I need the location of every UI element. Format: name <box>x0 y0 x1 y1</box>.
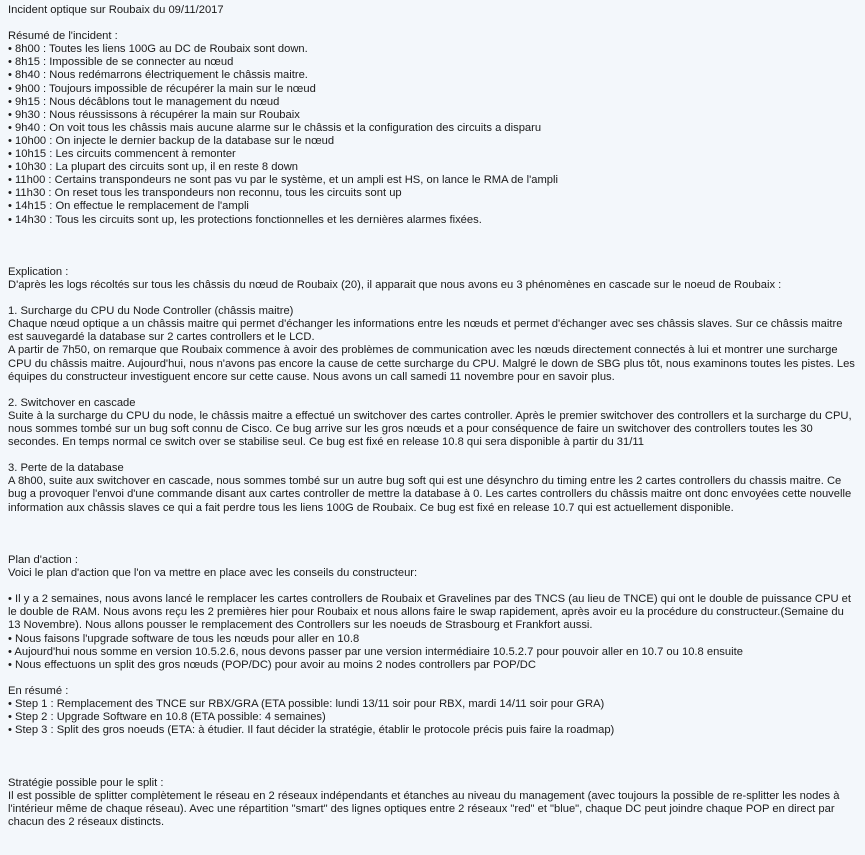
timeline-item: • 9h40 : On voit tous les châssis mais aucune alarme sur le châssis et la configuration des circuits a disparu <box>8 121 542 134</box>
plan-bullet: • Aujourd'hui nous somme en version 10.5.2.6, nous devons passer par une version intermédiaire 10.5.2.7 pour pouvoir aller en 10.7 ou 10.8 ensuite <box>8 645 743 658</box>
plan-intro: Voici le plan d'action que l'on va mettre en place avec les conseils du constructeur: <box>8 567 418 580</box>
timeline-item: • 14h15 : On effectue le remplacement de l'ampli <box>8 200 249 213</box>
timeline-item: • 8h15 : Impossible de se connecter au nœud <box>8 56 234 69</box>
timeline-item: • 9h00 : Toujours impossible de récupérer la main sur le nœud <box>8 82 316 95</box>
timeline-item: • 14h30 : Tous les circuits sont up, les protections fonctionnelles et les dernières alarmes fixées. <box>8 213 482 226</box>
section-3-paragraph: A 8h00, suite aux switchover en cascade, nous sommes tombé sur un autre bug soft qui est une désynchro du timing entre les 2 cartes controllers du chassis maitre. Ce bug a provoquer l'envoi d'une commande disant aux cartes controller de mettre la database à 0. Les cartes controllers du châssis maitre ont donc envoyées cette nouvelle information aux châssis slaves ce qui a fait perdre tous les liens 100G de Roubaix. Ce bug est fixé en release 10.7 qui est actuellement disponible. <box>8 475 852 514</box>
timeline-item: • 9h30 : Nous réussissons à récupérer la main sur Roubaix <box>8 108 300 121</box>
section-1-title: 1. Surcharge du CPU du Node Controller (châssis maitre) <box>8 305 294 318</box>
plan-bullet: • Nous faisons l'upgrade software de tous les nœuds pour aller en 10.8 <box>8 632 360 645</box>
timeline-item: • 9h15 : Nous décâblons tout le management du nœud <box>8 95 280 108</box>
explication-intro: D'après les logs récoltés sur tous les châssis du nœud de Roubaix (20), il apparait que nous avons eu 3 phénomènes en cascade sur le noeud de Roubaix : <box>8 278 782 291</box>
plan-bullet: • Il y a 2 semaines, nous avons lancé le remplacer les cartes controllers de Roubaix et Gravelines par des TNCS (au lieu de TNCE) qui ont le double de puissance CPU et le double de RAM. Nous avons reçu les 2 premières hier pour Roubaix et nous allons faire le swap rapidement, après avoir eu la procédure du constructeur.(Semaine du 13 Novembre). Nous allons pousser le remplacement des Controllers sur les noeuds de Strasbourg et Frankfort aussi. <box>8 593 851 632</box>
explication-heading: Explication : <box>8 265 69 278</box>
timeline-list <box>8 43 857 226</box>
timeline-item: • 10h00 : On injecte le dernier backup de la database sur le nœud <box>8 134 335 147</box>
plan-bullet: • Nous effectuons un split des gros nœuds (POP/DC) pour avoir au moins 2 nodes controllers par POP/DC <box>8 658 536 671</box>
summary-step: • Step 2 : Upgrade Software en 10.8 (ETA possible: 4 semaines) <box>8 711 326 724</box>
timeline-item: • 8h40 : Nous redémarrons électriquement le châssis maitre. <box>8 69 308 82</box>
resume-heading: Résumé de l'incident : <box>8 30 118 43</box>
section-1-paragraph-1: Chaque nœud optique a un châssis maitre qui permet d'échanger les informations entre les nœuds et permet d'échanger avec ses châssis slaves. Sur ce châssis maitre est sauvegardé la database sur 2 cartes controllers et le LCD. <box>8 318 843 344</box>
plan-heading: Plan d'action : <box>8 553 78 566</box>
summary-step: • Step 1 : Remplacement des TNCE sur RBX/GRA (ETA possible: lundi 13/11 soir pour RBX, mardi 14/11 soir pour GRA) <box>8 697 605 710</box>
document-title: Incident optique sur Roubaix du 09/11/2017 <box>8 4 224 16</box>
timeline-item: • 10h15 : Les circuits commencent à remonter <box>8 148 236 161</box>
timeline-item: • 8h00 : Toutes les liens 100G au DC de Roubaix sont down. <box>8 43 308 56</box>
timeline-item: • 10h30 : La plupart des circuits sont up, il en reste 8 down <box>8 161 298 174</box>
summary-step: • Step 3 : Split des gros noeuds (ETA: à étudier. Il faut décider la stratégie, établir le protocole précis puis faire la roadmap) <box>8 724 615 737</box>
section-2-title: 2. Switchover en cascade <box>8 396 136 409</box>
section-2-paragraph: Suite à la surcharge du CPU du node, le châssis maitre a effectué un switchover des cartes controller. Après le premier switchover des controllers et la surcharge du CPU, nous sommes tombé sur un bug soft connu de Cisco. Ce bug arrive sur les gros nœuds et a pour conséquence de faire un switchover des controllers toutes les 30 secondes. En temps normal ce switch over se stabilise seul. Ce bug est fixé en release 10.8 qui sera disponible à partir du 31/11 <box>8 409 852 449</box>
strategy-paragraph: Il est possible de splitter complètement le réseau en 2 réseaux indépendants et étanches au niveau du management (avec toujours la possible de re-splitter les nodes à l'intérieur même de chaque réseau). Avec une répartition "smart" des lignes optiques entre 2 réseaux "red" et "blue", chaque DC peut joindre chaque POP en direct par chacun des 2 réseaux distincts. <box>8 789 840 828</box>
section-3-title: 3. Perte de la database <box>8 462 124 475</box>
timeline-item: • 11h00 : Certains transpondeurs ne sont pas vu par le système, et un ampli est HS, on lance le RMA de l'ampli <box>8 174 558 187</box>
strategy-heading: Stratégie possible pour le split : <box>8 776 164 789</box>
section-1-paragraph-2: A partir de 7h50, on remarque que Roubaix commence à avoir des problèmes de communication avec les nœuds directement connectés à lui et montrer une surcharge CPU du châssis maitre. Aujourd'hui, nous n'avons pas encore la cause de cette surcharge du CPU. Malgré le down de SBG plus tôt, nous examinons toutes les pistes. Les équipes du constructeur investiguent encore sur cette cause. Nous avons un call samedi 11 novembre pour en savoir plus. <box>8 344 855 383</box>
summary-heading: En résumé : <box>8 684 69 697</box>
timeline-item: • 11h30 : On reset tous les transpondeurs non reconnu, tous les circuits sont up <box>8 187 402 200</box>
